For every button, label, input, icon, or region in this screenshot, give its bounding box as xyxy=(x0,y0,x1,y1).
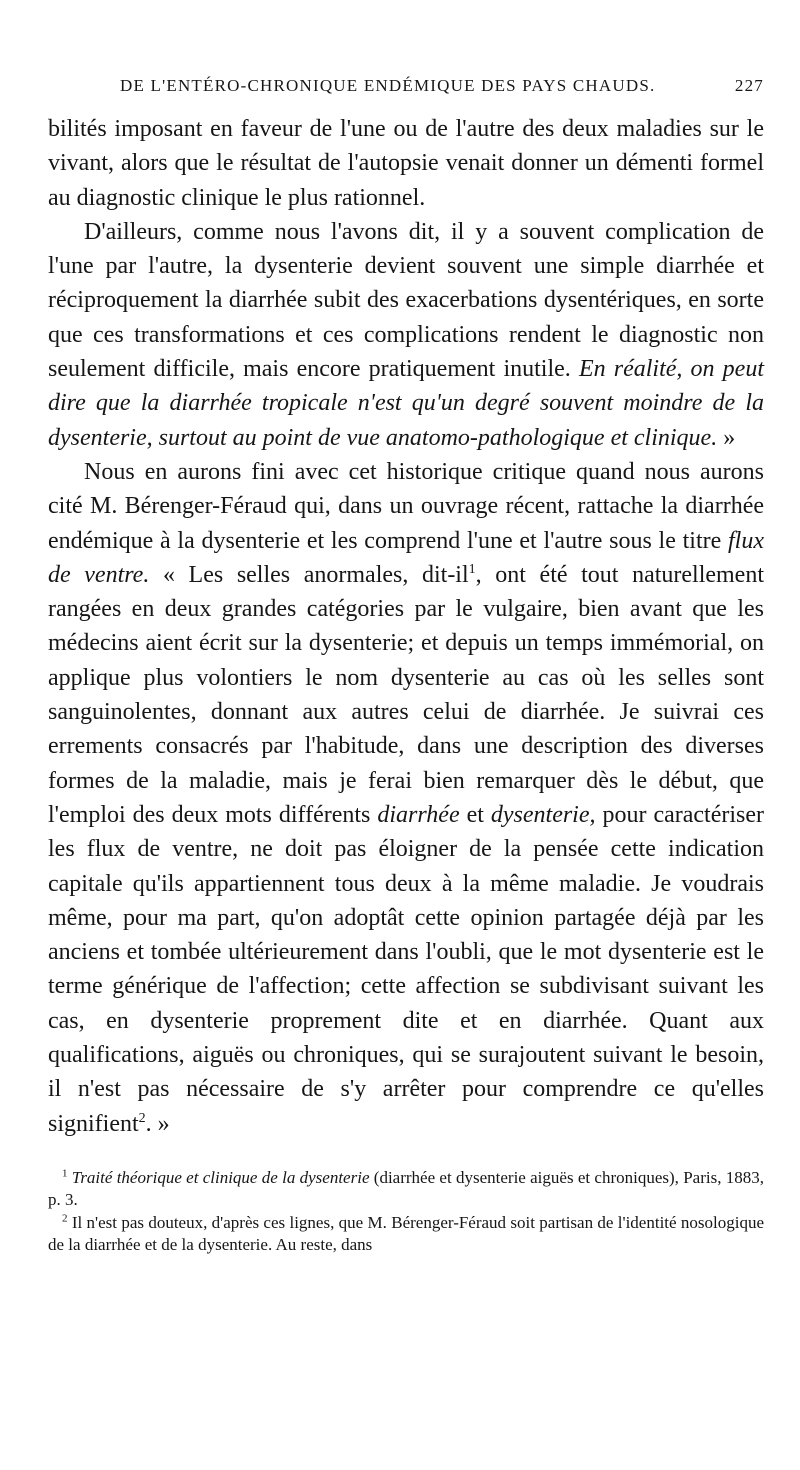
page-number: 227 xyxy=(734,76,764,95)
term-flux-de-ventre: flux de ventre. xyxy=(48,527,764,588)
paragraph-1-text: bilités imposant en faveur de l'une ou de l'autre des deux maladies sur le vivant, alors que le résultat de l'autopsie venait donner un démenti formel au diagnostic clinique le plus rationnel. xyxy=(48,116,764,211)
paragraph-3 xyxy=(48,455,764,1141)
paragraph-3-text-f: . » xyxy=(145,1110,170,1137)
term-diarrhee: diarrhée xyxy=(377,801,460,828)
term-dysenterie: dysenterie, xyxy=(490,801,596,828)
paragraph-2-text: D'ailleurs, comme nous l'avons dit, il y a souvent complication de l'une par l'autre, la dysenterie devient souvent une simple diarrhée et réciproquement la diarrhée subit des exacerbations dysentériques, en sorte que ces transformations et ces complications rendent le diagnostic non seulement difficile, mais encore pratiquement inutile. xyxy=(48,218,764,383)
footnote-2-mark: 2 xyxy=(62,1212,68,1225)
paragraph-2-italic: En réalité, on peut dire que la diarrhée tropicale n'est qu'un degré souvent moindre de la dysenterie, surtout au point de vue anatomo-pathologique et clinique. xyxy=(48,356,764,451)
footnote-ref-1: 1 xyxy=(468,561,476,577)
main-text xyxy=(48,112,764,1141)
paragraph-2 xyxy=(48,215,764,455)
footnote-1-mark: 1 xyxy=(62,1167,68,1180)
paragraph-3-text-b: « Les selles anormales, dit-il xyxy=(149,561,469,588)
book-page xyxy=(48,70,764,1257)
paragraph-1 xyxy=(48,112,764,215)
footnotes xyxy=(48,1167,764,1257)
footnote-1 xyxy=(48,1167,764,1212)
paragraph-3-text-d: et xyxy=(459,801,491,828)
paragraph-3-text-a: Nous en aurons fini avec cet historique critique quand nous aurons cité M. Bérenger-Féraud qui, dans un ouvrage récent, rattache la diarrhée endémique à la dysenterie et les comprend l'une et l'autre sous le titre xyxy=(48,458,764,554)
running-header xyxy=(48,70,764,104)
footnote-2 xyxy=(48,1212,764,1257)
paragraph-3-text-c: , ont été tout naturellement rangées en deux grandes catégories par le vulgaire, bien avant que les médecins aient écrit sur la dysenterie; et depuis un temps immémorial, on applique plus volontiers le nom dysenterie au cas où les selles sont sanguinolentes, donnant aux autres celui de diarrhée. Je suivrai ces errements consacrés par l'habitude, dans une description des diverses formes de la maladie, mais je ferai bien remarquer dès le début, que l'emploi des deux mots différents xyxy=(48,561,765,828)
paragraph-3-text-e: pour caractériser les flux de ventre, ne doit pas éloigner de la pensée cette indication capitale qu'ils appartiennent tous deux à la même maladie. Je voudrais même, pour ma part, qu'on adoptât cette opinion partagée déjà par les anciens et tombée ultérieurement dans l'oubli, que le mot dysenterie est le terme générique de l'affection; cette affection se subdivisant suivant les cas, en dysenterie proprement dite et en diarrhée. Quant aux qualifications, aiguës ou chroniques, qui se surajoutent suivant le besoin, il n'est pas nécessaire de s'y arrêter pour comprendre ce qu'elles signifient xyxy=(48,801,765,1137)
paragraph-2-close-quote: » xyxy=(717,424,736,451)
footnote-2-text: Il n'est pas douteux, d'après ces lignes, que M. Bérenger-Féraud soit partisan de l'identité nosologique de la diarrhée et de la dysenterie. Au reste, dans xyxy=(48,1212,765,1255)
footnote-1-title: Traité théorique et clinique de la dysenterie xyxy=(71,1167,370,1187)
footnote-1-text: (diarrhée et dysenterie aiguës et chroniques), Paris, 1883, p. 3. xyxy=(48,1167,765,1210)
footnote-ref-2: 2 xyxy=(138,1110,146,1126)
running-title: DE L'ENTÉRO-CHRONIQUE ENDÉMIQUE DES PAYS CHAUDS. xyxy=(120,76,656,95)
